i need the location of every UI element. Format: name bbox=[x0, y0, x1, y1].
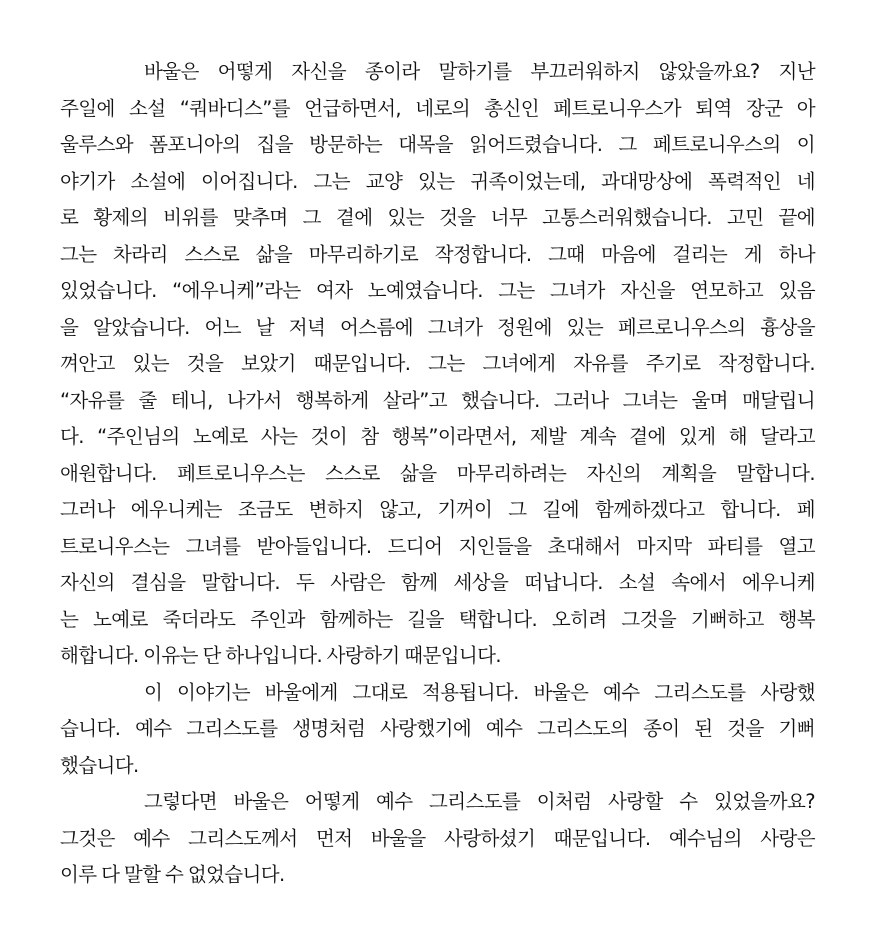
text-line: 다. “주인님의 노예로 사는 것이 참 행복”이라면서, 제발 계속 곁에 있게 해 달라고 bbox=[60, 425, 815, 448]
text-line: 바울은 어떻게 자신을 종이라 말하기를 부끄러워하지 않았을까요? 지난 bbox=[144, 60, 815, 83]
text-line: 해합니다. 이유는 단 하나입니다. 사랑하기 때문입니다. bbox=[60, 644, 502, 667]
text-line: 있었습니다. “에우니케”라는 여자 노예였습니다. 그는 그녀가 자신을 연모하고 있음 bbox=[60, 279, 815, 302]
text-line: 애원합니다. 페트로니우스는 스스로 삶을 마무리하려는 자신의 계획을 말합니다. bbox=[60, 461, 815, 485]
paragraph-1 bbox=[60, 54, 815, 675]
text-line: 로 황제의 비위를 맞추며 그 곁에 있는 것을 너무 고통스러워했습니다. 고민 끝에 bbox=[60, 206, 815, 229]
text-line: 을 알았습니다. 어느 날 저녁 어스름에 그녀가 정원에 있는 페르로니우스의 흉상을 bbox=[60, 315, 815, 339]
text-line: 는 노예로 죽더라도 주인과 함께하는 길을 택합니다. 오히려 그것을 기뻐하고 행복 bbox=[60, 607, 815, 631]
text-line: 야기가 소설에 이어집니다. 그는 교양 있는 귀족이었는데, 과대망상에 폭력적인 네 bbox=[60, 169, 815, 193]
text-line: 자신의 결심을 말합니다. 두 사람은 함께 세상을 떠납니다. 소설 속에서 에우니케 bbox=[60, 571, 815, 594]
text-line: 이 이야기는 바울에게 그대로 적용됩니다. 바울은 예수 그리스도를 사랑했 bbox=[144, 680, 815, 704]
text-line: 습니다. 예수 그리스도를 생명처럼 사랑했기에 예수 그리스도의 종이 된 것을 기뻐 bbox=[60, 717, 815, 740]
text-line: “자유를 줄 테니, 나가서 행복하게 살라”고 했습니다. 그러나 그녀는 울며 매달립니 bbox=[60, 388, 815, 412]
text-line: 그는 차라리 스스로 삶을 마무리하기로 작정합니다. 그때 마음에 걸리는 게 하나 bbox=[60, 242, 815, 266]
text-line: 했습니다. bbox=[60, 753, 139, 777]
text-line: 이루 다 말할 수 없었습니다. bbox=[60, 863, 285, 886]
text-line: 그렇다면 바울은 어떻게 예수 그리스도를 이처럼 사랑할 수 있었을까요? bbox=[144, 790, 815, 813]
paragraph-3 bbox=[60, 784, 815, 894]
text-line: 껴안고 있는 것을 보았기 때문입니다. 그는 그녀에게 자유를 주기로 작정합니다. bbox=[60, 352, 815, 375]
text-line: 주일에 소설 “쿼바디스”를 언급하면서, 네로의 총신인 페트로니우스가 퇴역 장군 아 bbox=[60, 96, 815, 120]
text-line: 그러나 에우니케는 조금도 변하지 않고, 기꺼이 그 길에 함께하겠다고 합니다. 페 bbox=[60, 498, 815, 521]
text-line: 그것은 예수 그리스도께서 먼저 바울을 사랑하셨기 때문입니다. 예수님의 사랑은 bbox=[60, 826, 815, 850]
text-line: 울루스와 폼포니아의 집을 방문하는 대목을 읽어드렸습니다. 그 페트로니우스의 이 bbox=[60, 133, 815, 156]
text-line: 트로니우스는 그녀를 받아들입니다. 드디어 지인들을 초대해서 마지막 파티를 열고 bbox=[60, 534, 815, 558]
paragraph-2 bbox=[60, 675, 815, 785]
